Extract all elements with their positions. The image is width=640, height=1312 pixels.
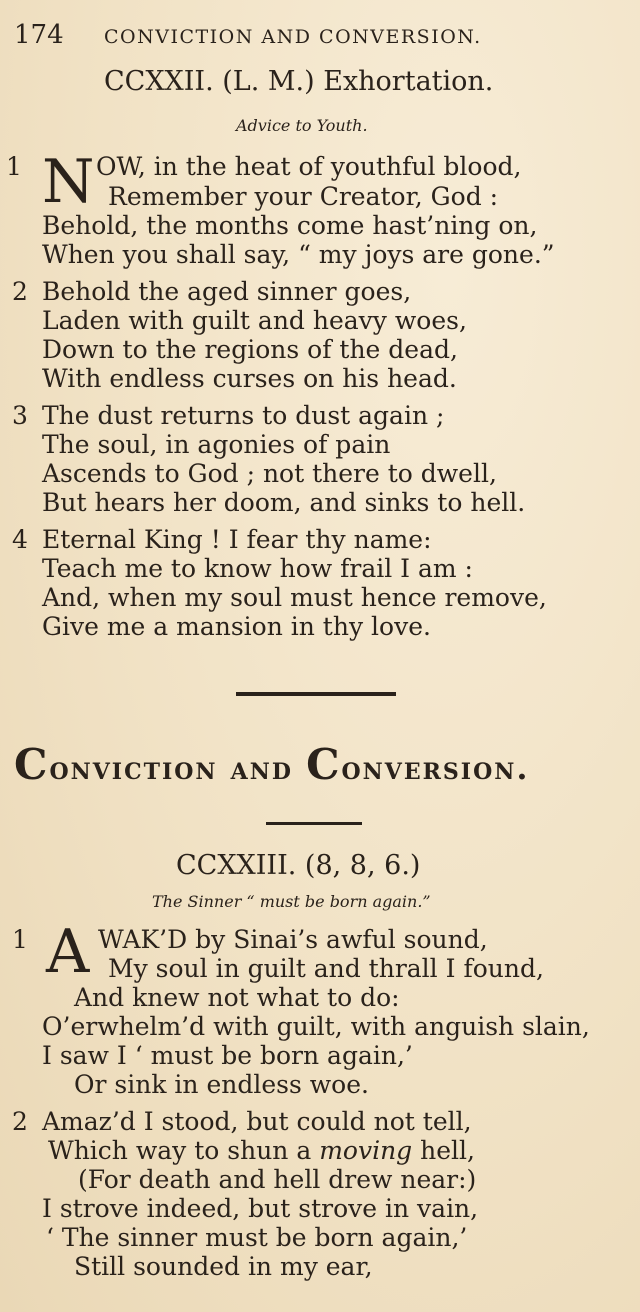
hymn-2-title: CCXXIII. (8, 8, 6.)	[176, 850, 421, 881]
verse-line: O’erwhelm’d with guilt, with anguish slain,	[42, 1012, 590, 1041]
verse-line: When you shall say, “ my joys are gone.”	[42, 240, 555, 269]
verse-line: Ascends to God ; not there to dwell,	[42, 459, 497, 488]
section-title-cap: C	[14, 740, 50, 789]
page-number: 174	[14, 20, 64, 50]
verse-number: 1	[6, 152, 22, 181]
verse-line: ‘ The sinner must be born again,’	[46, 1223, 468, 1252]
verse-line: Behold the aged sinner goes,	[42, 277, 412, 306]
verse-line: Or sink in endless woe.	[74, 1070, 369, 1099]
section-title-cap: C	[306, 740, 342, 789]
verse-line: Still sounded in my ear,	[74, 1252, 373, 1281]
verse-line: With endless curses on his head.	[42, 364, 457, 393]
verse-line: The soul, in agonies of pain	[42, 430, 391, 459]
verse-number: 2	[12, 1107, 28, 1136]
verse-line: Amaz’d I stood, but could not tell,	[42, 1107, 472, 1136]
verse-line: The dust returns to dust again ;	[42, 401, 445, 430]
verse-line: WAK’D by Sinai’s awful sound,	[98, 925, 488, 954]
short-divider	[266, 822, 362, 825]
verse-number: 4	[12, 525, 28, 554]
verse-line: Remember your Creator, God :	[108, 182, 499, 211]
verse-line: I saw I ‘ must be born again,’	[42, 1041, 413, 1070]
verse-line: Down to the regions of the dead,	[42, 335, 458, 364]
section-title-word: onviction and	[49, 749, 307, 787]
verse-number: 1	[12, 925, 28, 954]
verse-line: OW, in the heat of youthful blood,	[96, 152, 522, 181]
section-divider	[236, 692, 396, 696]
hymn-1-title: CCXXII. (L. M.) Exhortation.	[104, 66, 494, 97]
verse-line: (For death and hell drew near:)	[78, 1165, 477, 1194]
verse-line: And, when my soul must hence remove,	[42, 583, 547, 612]
verse-line: I strove indeed, but strove in vain,	[42, 1194, 479, 1223]
section-title	[14, 740, 530, 789]
verse-line	[48, 1136, 475, 1165]
verse-text: Which way to shun a	[48, 1136, 312, 1165]
verse-line: Behold, the months come hast’ning on,	[42, 211, 538, 240]
verse-line: But hears her doom, and sinks to hell.	[42, 488, 526, 517]
verse-line: And knew not what to do:	[74, 983, 400, 1012]
verse-line: Eternal King ! I fear thy name:	[42, 525, 432, 554]
verse-number: 3	[12, 401, 28, 430]
hymn-1-subtitle: Advice to Youth.	[236, 116, 368, 135]
running-title: CONVICTION AND CONVERSION.	[104, 26, 482, 48]
drop-cap: N	[42, 147, 95, 217]
verse-line: Give me a mansion in thy love.	[42, 612, 431, 641]
verse-number: 2	[12, 277, 28, 306]
drop-cap: A	[46, 917, 90, 987]
verse-line: Teach me to know how frail I am :	[42, 554, 473, 583]
verse-line: My soul in guilt and thrall I found,	[108, 954, 544, 983]
verse-text: hell,	[420, 1136, 475, 1165]
section-title-word: onversion.	[341, 749, 530, 787]
hymn-2-subtitle: The Sinner “ must be born again.”	[152, 892, 431, 911]
italic-word: moving	[319, 1136, 413, 1165]
verse-line: Laden with guilt and heavy woes,	[42, 306, 467, 335]
